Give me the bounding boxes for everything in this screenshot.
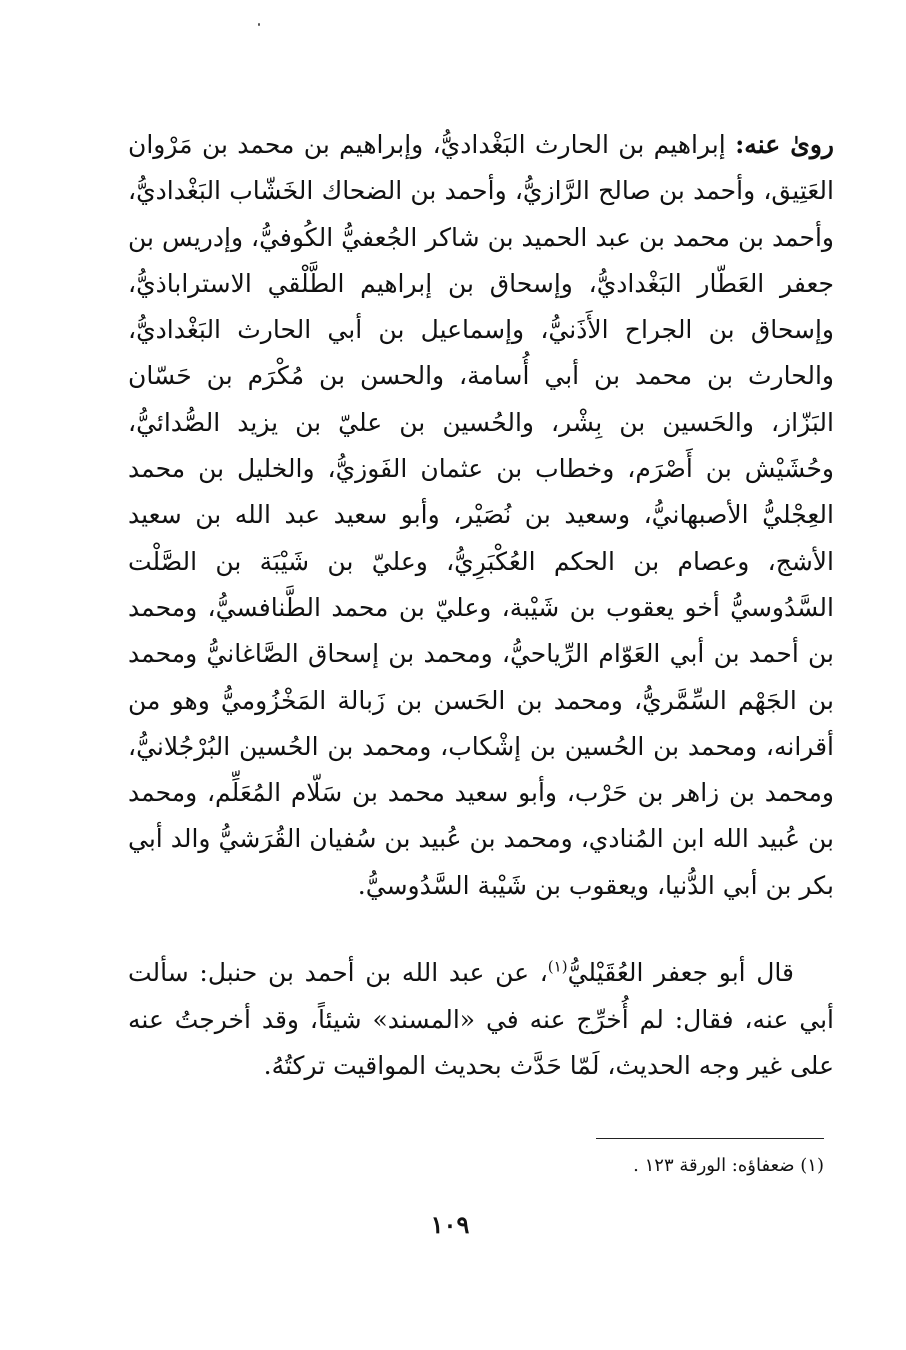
scan-speck — [258, 23, 260, 26]
paragraph-lead: روىٰ عنه: — [735, 130, 835, 159]
footnote-divider — [596, 1138, 824, 1139]
page-number: ١٠٩ — [430, 1210, 470, 1239]
quote-opening: قال أبو جعفر العُقَيْليُّ — [567, 958, 795, 987]
narrators-list: إبراهيم بن الحارث البَغْداديُّ، وإبراهيم بن محمد بن مَرْوان العَتِيق، وأحمد بن صالح الرَّازيُّ، وأحمد بن الضحاك الخَشّاب البَغْداديُّ، وأحمد بن محمد بن عبد الحميد بن شاكر الجُعفيُّ الكُوفيُّ، وإدريس بن جعفر العَطّار البَغْداديُّ، وإسحاق بن إبراهيم الطَّلْقي الاستراباذيُّ، وإسحاق بن الجراح الأَذَنيُّ، وإسماعيل بن أبي الحارث البَغْداديُّ، والحارث بن محمد بن أبي أُسامة، والحسن بن مُكْرَم بن حَسّان البَزّاز، والحَسين بن بِشْر، والحُسين بن عليّ بن يزيد الصُّدائيُّ، وحُشَيْش بن أَصْرَم، وخطاب بن عثمان الفَوزيُّ، والخليل بن محمد العِجْليُّ الأصبهانيُّ، وسعيد بن نُصَيْر، وأبو سعيد عبد الله بن سعيد الأشج، وعصام بن الحكم العُكْبَرِيُّ، وعليّ بن شَيْبَة بن الصَّلْت السَّدُوسيُّ أخو يعقوب بن شَيْبة، وعليّ بن محمد الطَّنافسيُّ، ومحمد بن أحمد بن أبي العَوّام الرِّياحيُّ، ومحمد بن إسحاق الصَّاغانيُّ ومحمد بن الجَهْم السِّمَّريُّ، ومحمد بن الحَسن بن زَبالة المَخْزُوميُّ وهو من أقرانه، ومحمد بن الحُسين بن إشْكاب، ومحمد بن الحُسين البُرْجُلانيُّ، ومحمد بن زاهر بن حَرْب، وأبو سعيد محمد بن سَلّام المُعَلِّم، ومحمد بن عُبيد الله ابن المُنادي، ومحمد بن عُبيد بن سُفيان القُرَشيُّ والد أبي بكر بن أبي الدُّنيا، ويعقوب بن شَيْبة السَّدُوسيُّ. — [128, 130, 834, 900]
footnote-reference[interactable]: (١) — [547, 957, 568, 976]
aqili-quote-paragraph — [128, 950, 834, 1090]
narrators-paragraph — [128, 122, 834, 909]
quote-body: ، عن عبد الله بن أحمد بن حنبل: سألت أبي عنه، فقال: لم أُخرِّج عنه في «المسند» شيئاً، وقد أخرجتُ عنه على غير وجه الحديث، لَمّا حَدَّث بحديث المواقيت تركتُهُ. — [128, 958, 834, 1080]
footnote: (١) ضعفاؤه: الورقة ١٢٣ . — [633, 1155, 824, 1176]
